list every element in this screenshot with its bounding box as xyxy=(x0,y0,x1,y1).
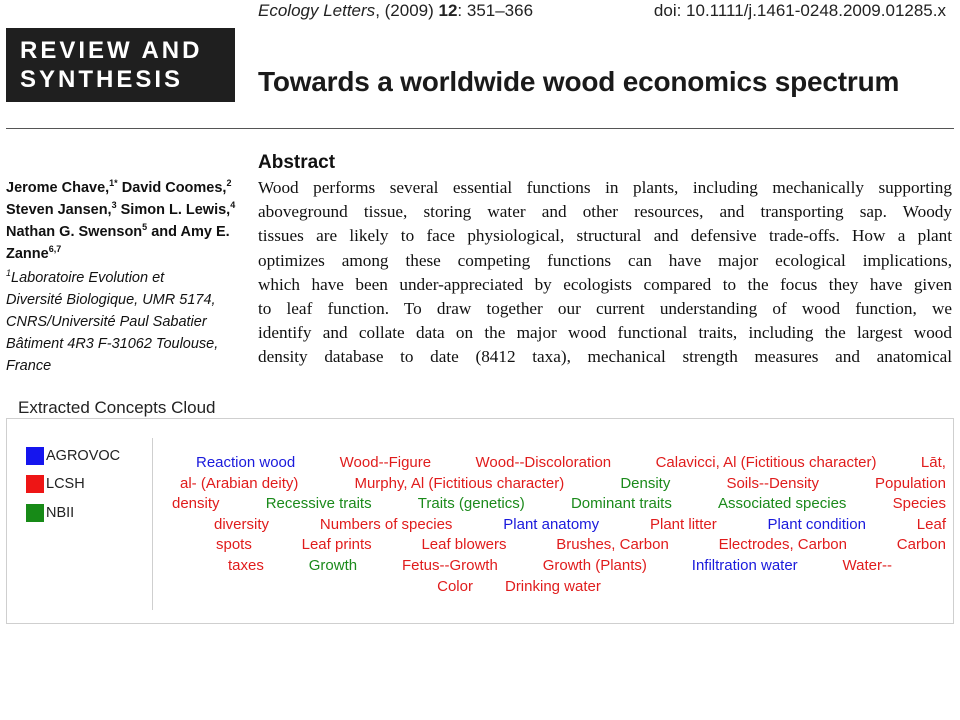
legend-swatch-nbii xyxy=(26,504,44,522)
concept-cloud-row xyxy=(172,515,946,536)
author-affiliation-mark: 6,7 xyxy=(48,244,62,255)
abstract-heading: Abstract xyxy=(258,152,336,173)
concept-term[interactable]: Drinking water xyxy=(504,577,601,595)
concept-cloud-title: Extracted Concepts Cloud xyxy=(14,398,220,418)
legend-item-agrovoc xyxy=(26,447,120,467)
author-name: Steven Jansen, xyxy=(6,202,112,218)
affiliation-line: Bâtiment 4R3 F-31062 Toulouse, xyxy=(6,336,219,352)
author-affiliation-mark: 5 xyxy=(142,222,148,233)
concept-cloud-row xyxy=(172,577,946,598)
abstract-line: which have been under-appreciated by ecologists compared to the focus they have given xyxy=(258,274,952,294)
concept-term[interactable]: Associated species xyxy=(718,495,847,513)
concept-cloud-row xyxy=(172,494,946,515)
concept-term[interactable]: Electrodes, Carbon xyxy=(718,536,847,554)
section-badge xyxy=(6,28,235,102)
concept-term[interactable]: diversity xyxy=(214,515,270,533)
doi-link[interactable]: doi: 10.1111/j.1461-0248.2009.01285.x xyxy=(653,1,946,20)
concept-term[interactable]: Lāt, xyxy=(920,454,946,471)
legend-label: LCSH xyxy=(46,476,85,492)
abstract-line: to leaf function. To draw together our current understanding of wood function, we xyxy=(258,299,952,319)
concept-term[interactable]: Carbon xyxy=(896,536,946,554)
concept-term[interactable]: Traits (genetics) xyxy=(417,495,525,513)
legend-divider xyxy=(152,438,153,610)
abstract-line: tissues are likely to face physiological, structural and defensive trade-offs. How a plant xyxy=(258,226,952,246)
concept-term[interactable]: Wood--Discoloration xyxy=(475,454,612,471)
concept-term[interactable]: Growth (Plants) xyxy=(542,556,647,574)
affiliation-line: France xyxy=(6,358,52,374)
legend-label: NBII xyxy=(46,505,75,521)
author-list xyxy=(6,177,242,265)
concept-term[interactable]: Water-- xyxy=(842,556,892,574)
concept-term[interactable]: al- (Arabian deity) xyxy=(180,474,299,492)
affiliation xyxy=(6,267,246,377)
concept-term[interactable]: Plant anatomy xyxy=(503,515,600,533)
concept-term[interactable]: Murphy, Al (Fictitious character) xyxy=(354,474,565,492)
concept-cloud-row xyxy=(172,556,946,577)
concept-term[interactable]: Leaf prints xyxy=(301,536,372,554)
legend-item-nbii xyxy=(26,504,74,524)
section-badge-line: REVIEW AND xyxy=(20,37,203,64)
author-name: Simon L. Lewis, xyxy=(116,202,231,218)
author-affiliation-mark: 3 xyxy=(111,200,117,211)
affiliation-line: CNRS/Université Paul Sabatier xyxy=(6,314,207,330)
section-badge-line: SYNTHESIS xyxy=(20,66,184,93)
affiliation-line xyxy=(6,267,246,289)
concept-term[interactable]: Wood--Figure xyxy=(339,454,432,471)
concept-term[interactable]: Color xyxy=(437,577,473,595)
abstract-line: Wood performs several essential functions in plants, including mechanically supporting xyxy=(258,178,952,197)
concept-term[interactable]: Fetus--Growth xyxy=(401,556,498,574)
concept-term[interactable]: Species xyxy=(892,495,946,513)
paper-title: Towards a worldwide wood economics spectrum xyxy=(258,66,900,97)
header-divider xyxy=(6,128,954,129)
concept-term[interactable]: density xyxy=(172,495,220,513)
author-name: Jerome Chave, xyxy=(6,180,110,196)
concept-term[interactable]: Leaf blowers xyxy=(421,536,507,554)
concept-term[interactable]: Numbers of species xyxy=(319,515,453,533)
concept-cloud-row xyxy=(172,474,946,495)
abstract-line: identify and collate data on the major wood functional traits, including the largest wood xyxy=(258,323,952,343)
abstract-body xyxy=(258,176,952,370)
author-name: and Amy E. Zanne xyxy=(6,224,230,262)
journal-volume: 12 xyxy=(438,1,458,20)
author-affiliation-mark: 1* xyxy=(109,178,118,189)
concept-term[interactable]: Dominant traits xyxy=(570,495,672,513)
journal-citation xyxy=(258,1,533,21)
concept-term[interactable]: Recessive traits xyxy=(265,495,372,513)
legend-item-lcsh xyxy=(26,475,85,495)
legend-label: AGROVOC xyxy=(46,448,121,464)
concept-term[interactable]: Soils--Density xyxy=(726,474,819,492)
legend-swatch-agrovoc xyxy=(26,447,44,465)
journal-name: Ecology Letters xyxy=(258,1,376,20)
concept-term[interactable]: Population xyxy=(875,474,946,492)
concept-cloud-row xyxy=(172,453,946,474)
concept-term[interactable]: Brushes, Carbon xyxy=(556,536,669,554)
journal-year: , (2009) xyxy=(375,1,439,20)
concept-term[interactable]: Infiltration water xyxy=(691,556,798,574)
affiliation-mark: 1 xyxy=(6,268,12,279)
concept-term[interactable]: taxes xyxy=(228,556,264,574)
concept-term[interactable]: Density xyxy=(620,474,671,492)
concept-term[interactable]: Plant litter xyxy=(650,515,717,533)
author-name: David Coomes, xyxy=(117,180,227,196)
concept-term[interactable]: spots xyxy=(216,536,252,554)
concept-cloud xyxy=(172,453,946,597)
journal-pages: : 351–366 xyxy=(457,1,534,20)
concept-term[interactable]: Reaction wood xyxy=(196,454,296,471)
concept-term[interactable]: Leaf xyxy=(916,515,946,533)
affiliation-line: Diversité Biologique, UMR 5174, xyxy=(6,292,216,308)
legend-swatch-lcsh xyxy=(26,475,44,493)
author-name: Nathan G. Swenson xyxy=(6,224,143,240)
author-affiliation-mark: 2 xyxy=(226,178,232,189)
concept-cloud-row xyxy=(172,535,946,556)
concept-term[interactable]: Growth xyxy=(308,556,358,574)
concept-term[interactable]: Calavicci, Al (Fictitious character) xyxy=(655,454,877,471)
author-affiliation-mark: 4 xyxy=(230,200,236,211)
concept-term[interactable]: Plant condition xyxy=(767,515,866,533)
abstract-line: density database to date (8412 taxa), mechanical strength measures and anatomical xyxy=(258,347,952,367)
abstract-line: optimizes among these competing functions can have major ecological implications, xyxy=(258,250,952,270)
abstract-line: aboveground tissue, storing water and other resources, and transporting sap. Woody xyxy=(258,202,952,222)
affiliation-text: Laboratoire Evolution et xyxy=(11,270,165,286)
